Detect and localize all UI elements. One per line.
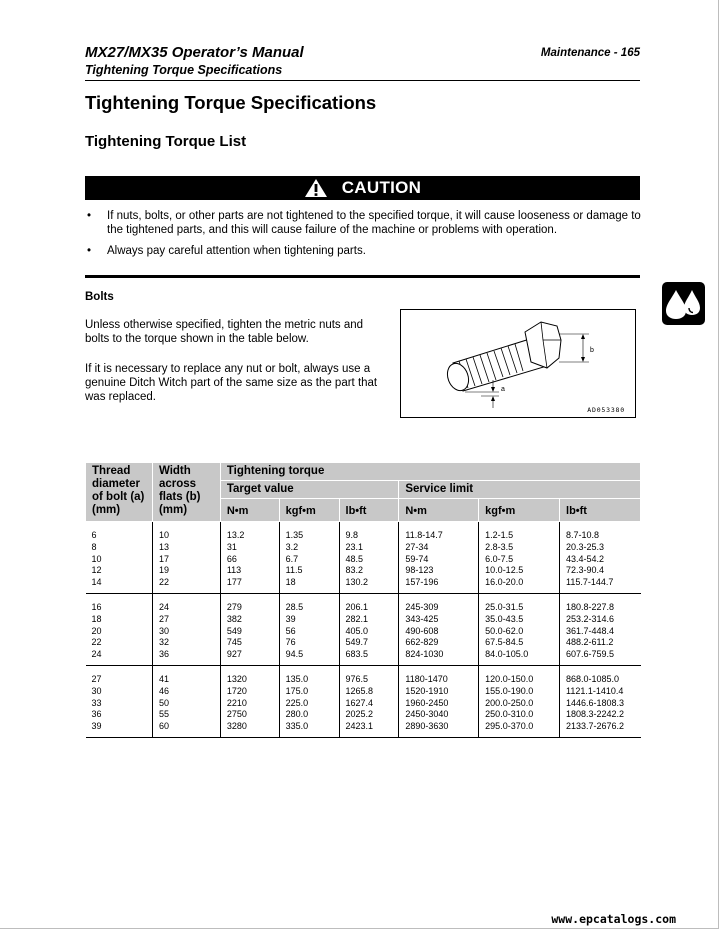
table-value: 662-829 xyxy=(405,637,439,648)
table-value: 1.2-1.5 xyxy=(485,530,514,540)
width-cell xyxy=(152,522,220,594)
table-value: 22 xyxy=(158,577,169,588)
table-value: 2890-3630 xyxy=(405,721,449,732)
table-value: 50 xyxy=(158,697,169,708)
table-value: 46 xyxy=(158,685,169,696)
table-value: 1.35 xyxy=(285,530,304,540)
table-value: 1808.3-2242.2 xyxy=(566,709,625,720)
service-nm-cell xyxy=(399,665,479,737)
table-value: 20 xyxy=(91,625,102,636)
table-value: 250.0-310.0 xyxy=(485,709,534,720)
thread-cell xyxy=(86,522,153,594)
table-value: 2750 xyxy=(226,709,247,720)
target-nm-cell xyxy=(220,593,279,665)
table-value: 549 xyxy=(226,625,242,636)
table-value: 6.7 xyxy=(285,553,299,564)
service-lbft-cell xyxy=(560,665,641,737)
table-value: 3.2 xyxy=(285,541,299,552)
header-tightening-torque: Tightening torque xyxy=(220,463,640,481)
bolts-heading: Bolts xyxy=(85,291,114,303)
instruction-paragraph: Unless otherwise specified, tighten the metric nuts and bolts to the torque shown in the table below. xyxy=(85,319,364,345)
target-lbft-cell xyxy=(339,522,399,594)
width-cell xyxy=(152,665,220,737)
table-value: 48.5 xyxy=(345,553,364,564)
torque-table xyxy=(85,462,641,738)
table-value: 135.0 xyxy=(285,673,309,684)
table-value: 1446.6-1808.3 xyxy=(566,697,625,708)
table-value: 1320 xyxy=(226,673,247,684)
thread-cell xyxy=(86,593,153,665)
table-value: 24 xyxy=(91,649,102,660)
table-value: 253.2-314.6 xyxy=(566,613,615,624)
table-value: 177 xyxy=(226,577,242,588)
table-value: 3280 xyxy=(226,721,247,732)
target-lbft-cell xyxy=(339,665,399,737)
table-value: 8 xyxy=(91,541,97,552)
table-value: 30 xyxy=(91,685,102,696)
table-value: 361.7-448.4 xyxy=(566,625,615,636)
table-value: 745 xyxy=(226,637,242,648)
thread-cell xyxy=(86,665,153,737)
table-value: 157-196 xyxy=(405,577,439,588)
table-value: 39 xyxy=(91,721,102,732)
table-value: 41 xyxy=(158,673,169,684)
table-value: 295.0-370.0 xyxy=(485,721,534,732)
table-value: 1520-1910 xyxy=(405,685,449,696)
table-value: 98-123 xyxy=(405,565,434,576)
table-value: 279 xyxy=(226,601,242,612)
table-value: 66 xyxy=(226,553,237,564)
header-rule xyxy=(85,80,640,81)
bolt-figure xyxy=(400,309,636,418)
table-value: 25.0-31.5 xyxy=(485,601,524,612)
table-value: 56 xyxy=(285,625,296,636)
page-heading: Tightening Torque Specifications xyxy=(85,92,377,113)
table-value: 10.0-12.5 xyxy=(485,565,524,576)
table-value: 11.8-14.7 xyxy=(405,530,443,540)
table-value: 6.0-7.5 xyxy=(485,553,514,564)
table-value: 72.3-90.4 xyxy=(566,565,605,576)
table-value: 84.0-105.0 xyxy=(485,649,529,660)
table-value: 39 xyxy=(285,613,296,624)
section-rule xyxy=(85,275,640,278)
table-value: 927 xyxy=(226,649,242,660)
table-value: 382 xyxy=(226,613,242,624)
table-value: 19 xyxy=(158,565,169,576)
table-value: 18 xyxy=(285,577,296,588)
table-value: 67.5-84.5 xyxy=(485,637,524,648)
table-value: 27 xyxy=(158,613,169,624)
service-kgfm-cell xyxy=(479,522,560,594)
table-value: 76 xyxy=(285,637,296,648)
table-value: 115.7-144.7 xyxy=(566,577,614,588)
unit-service-kgfm: kgf•m xyxy=(479,499,560,522)
table-value: 225.0 xyxy=(285,697,309,708)
table-value: 280.0 xyxy=(285,709,309,720)
header-target-value: Target value xyxy=(220,481,399,499)
header-width-across-flats: Width across flats (b) (mm) xyxy=(152,463,220,522)
table-value: 120.0-150.0 xyxy=(485,673,534,684)
table-value: 2025.2 xyxy=(345,709,374,720)
table-value: 113 xyxy=(226,565,242,576)
table-value: 549.7 xyxy=(345,637,369,648)
table-value: 607.6-759.5 xyxy=(566,649,615,660)
table-value: 282.1 xyxy=(345,613,369,624)
table-value: 28.5 xyxy=(285,601,304,612)
table-value: 1265.8 xyxy=(345,685,374,696)
replacement-paragraph: If it is necessary to replace any nut or bolt, always use a genuine Ditch Witch part of the same size as the part that was replaced. xyxy=(85,363,378,403)
table-value: 27-34 xyxy=(405,541,429,552)
table-value: 31 xyxy=(226,541,237,552)
table-value: 20.3-25.3 xyxy=(566,541,605,552)
table-value: 36 xyxy=(158,649,169,660)
maintenance-tab xyxy=(662,282,705,325)
service-kgfm-cell xyxy=(479,593,560,665)
table-value: 27 xyxy=(91,673,102,684)
table-row xyxy=(86,665,641,737)
table-value: 2.8-3.5 xyxy=(485,541,514,552)
table-value: 55 xyxy=(158,709,169,720)
service-kgfm-cell xyxy=(479,665,560,737)
width-cell xyxy=(152,593,220,665)
table-value: 405.0 xyxy=(345,625,369,636)
table-value: 1960-2450 xyxy=(405,697,449,708)
service-nm-cell xyxy=(399,593,479,665)
page-number: Maintenance - 165 xyxy=(540,47,640,59)
service-lbft-cell xyxy=(560,593,641,665)
table-value: 8.7-10.8 xyxy=(566,530,600,540)
warning-triangle-icon xyxy=(304,178,328,198)
table-row xyxy=(86,522,641,594)
table-value: 13.2 xyxy=(226,530,245,540)
table-value: 13 xyxy=(158,541,169,552)
table-value: 175.0 xyxy=(285,685,309,696)
table-value: 976.5 xyxy=(345,673,369,684)
list-item: • If nuts, bolts, or other parts are not tightened to the specified torque, it will cause looseness or damage to the tightened parts, and this will cause failure of the machine or problems with operation. xyxy=(87,210,641,236)
target-kgfm-cell xyxy=(279,665,339,737)
unit-target-lbft: lb•ft xyxy=(339,499,399,522)
fluid-drops-icon xyxy=(662,282,705,325)
target-kgfm-cell xyxy=(279,522,339,594)
service-nm-cell xyxy=(399,522,479,594)
caution-list xyxy=(85,209,645,265)
table-value: 245-309 xyxy=(405,601,439,612)
watermark: www.epcatalogs.com xyxy=(551,912,676,926)
table-value: 14 xyxy=(91,577,102,588)
table-value: 343-425 xyxy=(405,613,439,624)
table-value: 23.1 xyxy=(345,541,364,552)
manual-section: Tightening Torque Specifications xyxy=(85,63,283,77)
table-value: 2133.7-2676.2 xyxy=(566,721,625,732)
figure-code: AD053380 xyxy=(587,406,625,414)
table-row xyxy=(86,593,641,665)
table-value: 32 xyxy=(158,637,169,648)
table-value: 2450-3040 xyxy=(405,709,449,720)
table-value: 59-74 xyxy=(405,553,429,564)
target-nm-cell xyxy=(220,665,279,737)
table-value: 2423.1 xyxy=(345,721,374,732)
table-value: 43.4-54.2 xyxy=(566,553,605,564)
table-value: 50.0-62.0 xyxy=(485,625,524,636)
list-item: • Always pay careful attention when tightening parts. xyxy=(87,245,366,257)
bolt-illustration xyxy=(401,310,635,417)
table-value: 335.0 xyxy=(285,721,309,732)
table-value: 155.0-190.0 xyxy=(485,685,534,696)
target-lbft-cell xyxy=(339,593,399,665)
manual-title: MX27/MX35 Operator’s Manual xyxy=(85,44,304,61)
dimension-b-label: b xyxy=(590,347,594,354)
table-value: 16.0-20.0 xyxy=(485,577,524,588)
dimension-a-label: a xyxy=(501,386,505,393)
table-value: 30 xyxy=(158,625,169,636)
table-value: 18 xyxy=(91,613,102,624)
table-value: 1180-1470 xyxy=(405,673,448,684)
table-value: 24 xyxy=(158,601,169,612)
table-value: 94.5 xyxy=(285,649,304,660)
table-value: 9.8 xyxy=(345,530,359,540)
table-value: 35.0-43.5 xyxy=(485,613,524,624)
table-value: 2210 xyxy=(226,697,247,708)
table-value: 36 xyxy=(91,709,102,720)
table-value: 130.2 xyxy=(345,577,369,588)
unit-service-nm: N•m xyxy=(399,499,479,522)
table-value: 12 xyxy=(91,565,102,576)
torque-table-body xyxy=(86,522,641,738)
target-nm-cell xyxy=(220,522,279,594)
unit-target-nm: N•m xyxy=(220,499,279,522)
table-value: 488.2-611.2 xyxy=(566,637,614,648)
target-kgfm-cell xyxy=(279,593,339,665)
table-value: 11.5 xyxy=(285,565,303,576)
table-value: 1121.1-1410.4 xyxy=(566,685,624,696)
table-value: 683.5 xyxy=(345,649,369,660)
table-value: 17 xyxy=(158,553,169,564)
unit-service-lbft: lb•ft xyxy=(560,499,641,522)
table-value: 10 xyxy=(158,530,169,540)
unit-target-kgfm: kgf•m xyxy=(279,499,339,522)
table-value: 83.2 xyxy=(345,565,364,576)
table-value: 10 xyxy=(91,553,102,564)
table-value: 206.1 xyxy=(345,601,369,612)
caution-banner xyxy=(85,176,640,200)
section-heading: Tightening Torque List xyxy=(85,133,247,150)
header-thread-diameter: Thread diameter of bolt (a) (mm) xyxy=(86,463,153,522)
table-value: 180.8-227.8 xyxy=(566,601,615,612)
table-value: 6 xyxy=(91,530,97,540)
table-value: 200.0-250.0 xyxy=(485,697,534,708)
table-value: 1720 xyxy=(226,685,247,696)
service-lbft-cell xyxy=(560,522,641,594)
table-value: 824-1030 xyxy=(405,649,444,660)
table-value: 60 xyxy=(158,721,169,732)
table-value: 490-608 xyxy=(405,625,439,636)
table-value: 16 xyxy=(91,601,102,612)
table-value: 868.0-1085.0 xyxy=(566,673,620,684)
table-value: 22 xyxy=(91,637,102,648)
caution-label: CAUTION xyxy=(341,178,422,197)
table-value: 33 xyxy=(91,697,102,708)
header-service-limit: Service limit xyxy=(399,481,641,499)
table-value: 1627.4 xyxy=(345,697,374,708)
